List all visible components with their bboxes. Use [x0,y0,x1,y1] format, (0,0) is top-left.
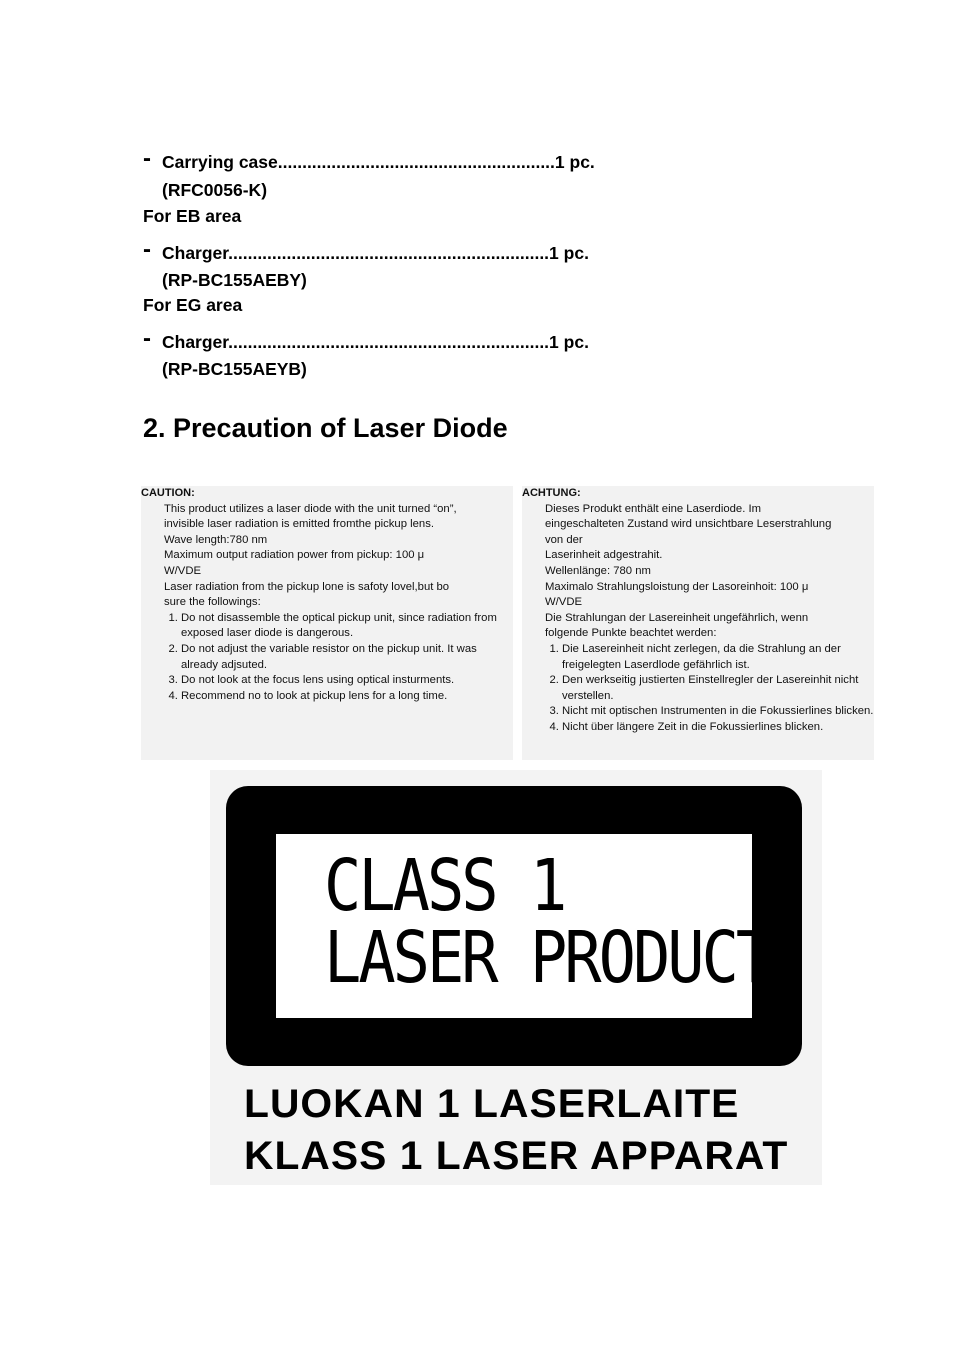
accessory-list [143,145,663,382]
list-item: 2. Den werkseitig justierten Einstellregler der Lasereinhit nicht verstellen. [562,673,874,704]
label-class-line: CLASS 1 [324,843,565,928]
item-name: Charger [162,243,229,263]
item-leader-dots: .................................................................. [228,243,550,263]
achtung-line: Dieses Produkt enthält eine Laserdiode. Im [545,502,762,515]
caution-line: Wave length:780 nm [164,533,268,546]
item-quantity: 1 pc. [554,152,595,172]
list-item: 4. Nicht über längere Zeit in die Fokussierlines blicken. [562,720,874,736]
caution-line: W/VDE [164,564,202,577]
caution-line: This product utilizes a laser diode with the unit turned “on”, [164,502,457,515]
list-item: 3. Do not look at the focus lens using optical insturments. [181,673,513,689]
achtung-title: ACHTUNG: [522,487,581,499]
caution-body [141,502,513,705]
dash-bullet: - [143,145,151,172]
dash-bullet: - [143,236,151,263]
achtung-line: Maximalo Strahlungsloistung der Lasoreinhoit: 100 μ [545,580,809,593]
item-leader-dots: ......................................................... [277,152,555,172]
item-name: Charger [162,332,229,352]
label-panel [276,834,771,1018]
item-quantity: 1 pc. [549,243,589,263]
caution-line: sure the followings: [164,596,261,609]
list-item: 1. Do not disassemble the optical pickup unit, since radiation from exposed laser diode is dangerous. [181,611,513,642]
achtung-body [522,502,874,736]
achtung-line: von der [545,533,583,546]
area-label-eg: For EG area [143,295,243,315]
achtung-line: Laserinheit adgestrahit. [545,549,663,562]
finnish-label: LUOKAN 1 LASERLAITE [244,1082,740,1126]
swedish-label: KLASS 1 LASER APPARAT [244,1134,789,1178]
item-leader-dots: .................................................................. [228,332,550,352]
caution-title: CAUTION: [141,487,195,499]
item-quantity: 1 pc. [549,332,589,352]
caution-list [164,611,513,705]
list-item: 4. Recommend no to look at pickup lens for a long time. [181,689,513,705]
caution-line: invisible laser radiation is emitted fromthe pickup lens. [164,518,434,531]
achtung-line: Wellenlänge: 780 nm [545,564,651,577]
caution-line: Maximum output radiation power from pickup: 100 μ [164,549,425,562]
list-item: 3. Nicht mit optischen Instrumenten in die Fokussierlines blicken. [562,704,874,720]
section-title: 2. Precaution of Laser Diode [143,413,508,443]
dash-bullet: - [143,325,151,352]
achtung-line: folgende Punkte beachtet werden: [545,627,717,640]
achtung-line: eingeschalteten Zustand wird unsichtbare Leserstrahlung [545,518,832,531]
laser-class-label [210,770,822,1185]
achtung-notice [522,486,874,760]
item-part-number: (RP-BC155AEBY) [162,270,307,290]
achtung-line: W/VDE [545,596,583,609]
label-product-line: LASER PRODUCT [324,915,771,1000]
list-item: 2. Do not adjust the variable resistor on the pickup unit. It was already adjsuted. [181,642,513,673]
caution-line: Laser radiation from the pickup lone is safoty lovel,but bo [164,580,450,593]
area-label-eb: For EB area [143,206,242,226]
label-frame [226,786,802,1066]
list-item: 1. Die Lasereinheit nicht zerlegen, da die Strahlung an der freigelegten Laserdlode gefährlich ist. [562,642,874,673]
achtung-list [545,642,874,736]
item-part-number: (RFC0056-K) [162,180,268,200]
caution-notice [141,486,513,760]
item-name: Carrying case [162,152,278,172]
item-part-number: (RP-BC155AEYB) [162,359,307,379]
achtung-line: Die Strahlungan der Lasereinheit ungefährlich, wenn [545,611,809,624]
